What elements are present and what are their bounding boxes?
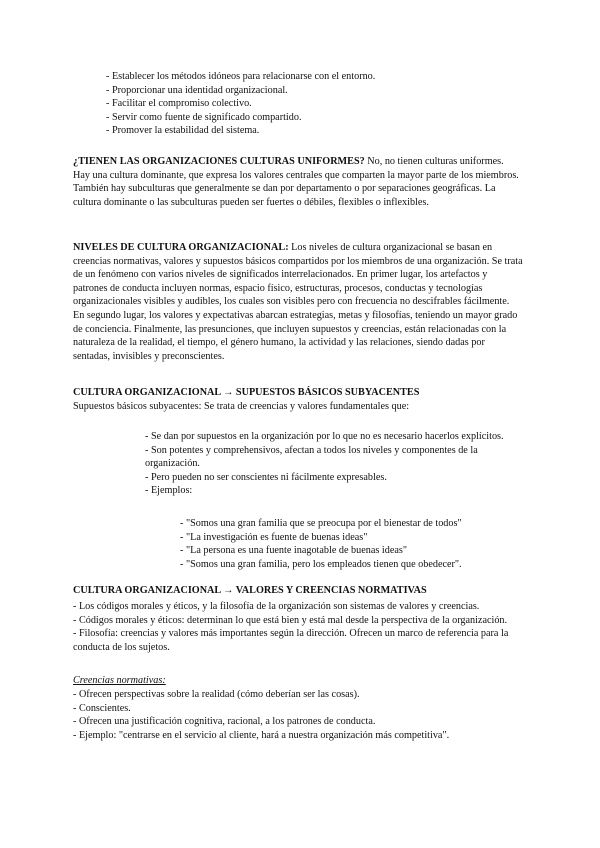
- list-item: - "La investigación es fuente de buenas ideas": [180, 531, 520, 545]
- list-item: - "Somos una gran familia que se preocupa por el bienestar de todos": [180, 517, 520, 531]
- normative-beliefs-list: [73, 688, 523, 742]
- section-body: Los niveles de cultura organizacional se basan en creencias normativas, valores y supuestos básicos compartidos por los miembros de una organización. Se trata de un fenómeno con varios niveles de significados interrelacionados. En primer lugar, los artefactos y patrones de conducta incluyen normas, espacio físico, estructuras, procesos, conductas y tecnologías organizacionales visibles y audibles, los cuales son visibles pero con frecuencia no descifrables fácilmente. En segundo lugar, los valores y expectativas abarcan estrategias, metas y filosofías, teniendo un mayor grado de conciencia. Finalmente, las presunciones, que incluyen supuestos y creencias, están relacionadas con la naturaleza de la realidad, el tiempo, el género humano, la actividad y las relaciones, siendo dadas por sentadas, invisibles y preconscientes.: [73, 242, 523, 362]
- list-item: - "Somos una gran familia, pero los empleados tienen que obedecer".: [180, 558, 520, 572]
- list-item: - Ofrecen una justificación cognitiva, racional, a los patrones de conducta.: [73, 715, 523, 729]
- list-item: - Filosofía: creencias y valores más importantes según la dirección. Ofrecen un marco de referencia para la conducta de los sujetos.: [73, 627, 523, 654]
- list-item: - Proporcionar una identidad organizacional.: [106, 84, 526, 98]
- list-item: - Son potentes y comprehensivos, afectan a todos los niveles y componentes de la organización.: [145, 444, 515, 471]
- section-heading: NIVELES DE CULTURA ORGANIZACIONAL:: [73, 242, 289, 253]
- list-item: - Conscientes.: [73, 702, 523, 716]
- section-uniform-cultures: [73, 155, 523, 209]
- examples-list: [180, 517, 520, 571]
- list-item: - Establecer los métodos idóneos para relacionarse con el entorno.: [106, 70, 526, 84]
- list-item: - Se dan por supuestos en la organización por lo que no es necesario hacerlos explícitos.: [145, 430, 515, 444]
- list-item: - Pero pueden no ser conscientes ni fácilmente expresables.: [145, 471, 515, 485]
- normative-beliefs-label: Creencias normativas:: [73, 675, 166, 686]
- assumptions-intro: Supuestos básicos subyacentes: Se trata de creencias y valores fundamentales que:: [73, 401, 410, 412]
- section-heading: ¿TIENEN LAS ORGANIZACIONES CULTURAS UNIFORMES?: [73, 156, 365, 167]
- list-item: - Promover la estabilidad del sistema.: [106, 124, 526, 138]
- list-item: - Ejemplo: "centrarse en el servicio al cliente, hará a nuestra organización más competitiva".: [73, 729, 523, 743]
- values-list: [73, 600, 523, 654]
- section-culture-levels: [73, 241, 523, 363]
- list-item: - Servir como fuente de significado compartido.: [106, 111, 526, 125]
- list-item: - Los códigos morales y éticos, y la filosofía de la organización son sistemas de valores y creencias.: [73, 600, 523, 614]
- section-heading-assumptions: CULTURA ORGANIZACIONAL → SUPUESTOS BÁSICOS SUBYACENTES: [73, 387, 420, 398]
- section-body: No, no tienen culturas uniformes. Hay una cultura dominante, que expresa los valores centrales que comparten la mayor parte de los miembros. También hay subculturas que generalmente se dan por departamento o por separaciones geográficas. La cultura dominante o las subculturas pueden ser fuertes o débiles, flexibles o inflexibles.: [73, 156, 519, 208]
- assumptions-list: [145, 430, 515, 498]
- list-item: - Códigos morales y éticos: determinan lo que está bien y está mal desde la perspectiva de la organización.: [73, 614, 523, 628]
- list-item: - "La persona es una fuente inagotable de buenas ideas": [180, 544, 520, 558]
- list-item: - Facilitar el compromiso colectivo.: [106, 97, 526, 111]
- section-heading-values: CULTURA ORGANIZACIONAL → VALORES Y CREENCIAS NORMATIVAS: [73, 585, 427, 596]
- functions-list: [106, 70, 526, 138]
- list-item: - Ejemplos:: [145, 484, 515, 498]
- list-item: - Ofrecen perspectivas sobre la realidad (cómo deberían ser las cosas).: [73, 688, 523, 702]
